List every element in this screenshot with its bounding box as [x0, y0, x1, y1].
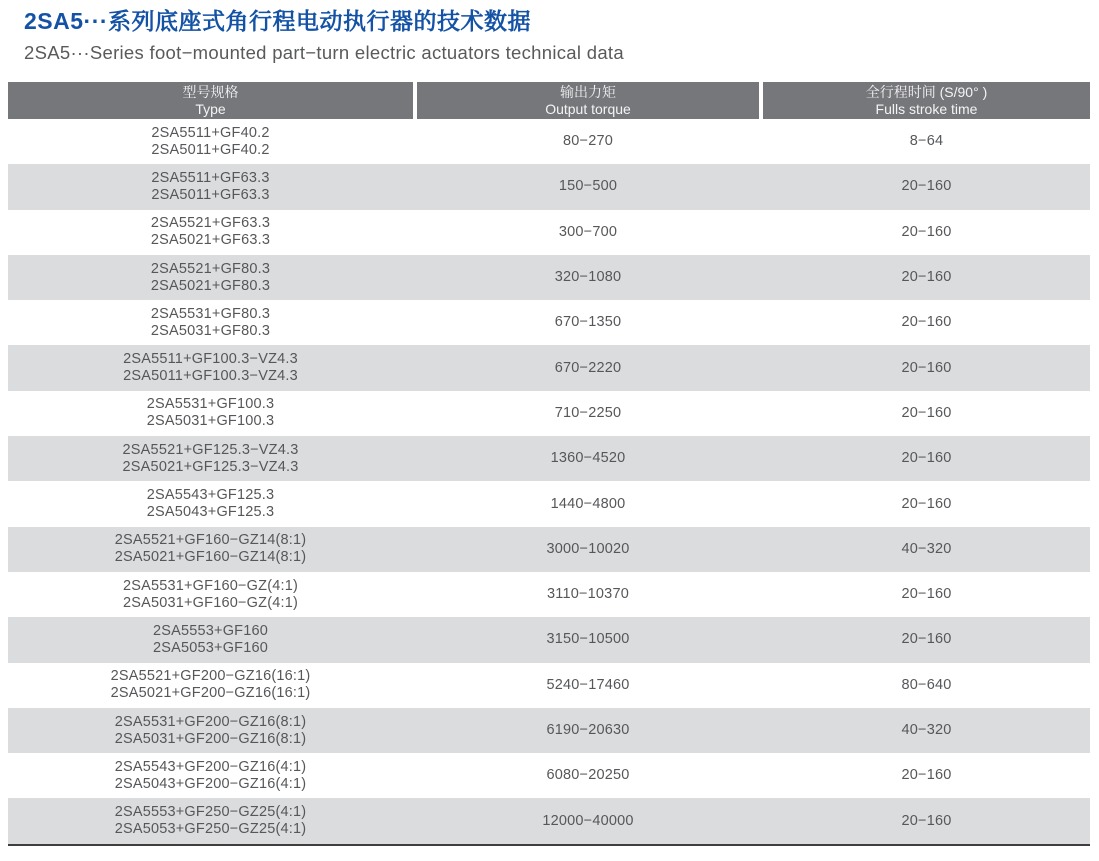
type-cell — [8, 481, 413, 526]
type-cell — [8, 708, 413, 753]
stroke-time-cell: 8−64 — [909, 133, 944, 150]
type-cell — [8, 753, 413, 798]
type-line: 2SA5543+GF125.3 — [146, 487, 275, 504]
stroke-time-cell: 20−160 — [901, 223, 952, 240]
type-line: 2SA5021+GF200−GZ16(16:1) — [110, 685, 311, 702]
header-stroke-en: Fulls stroke time — [875, 100, 978, 117]
table-row — [8, 164, 1090, 209]
torque-cell: 150−500 — [558, 178, 618, 195]
type-line: 2SA5553+GF250−GZ25(4:1) — [114, 804, 307, 821]
header-cell-stroke-time — [763, 82, 1090, 119]
type-line: 2SA5043+GF125.3 — [146, 504, 275, 521]
torque-cell: 6190−20630 — [546, 722, 630, 738]
type-cell — [8, 345, 413, 390]
type-line: 2SA5521+GF160−GZ14(8:1) — [114, 532, 307, 549]
type-line: 2SA5531+GF200−GZ16(8:1) — [114, 713, 307, 730]
type-line: 2SA5011+GF63.3 — [151, 186, 270, 203]
type-cell — [8, 119, 413, 164]
torque-cell: 670−2220 — [554, 359, 622, 376]
table-row — [8, 527, 1090, 572]
torque-cell: 710−2250 — [554, 404, 622, 421]
type-line: 2SA5511+GF100.3−VZ4.3 — [123, 351, 298, 368]
type-cell — [8, 300, 413, 345]
type-cell — [8, 255, 413, 300]
stroke-time-cell: 20−160 — [901, 178, 952, 195]
type-line: 2SA5521+GF63.3 — [150, 215, 271, 232]
type-cell — [8, 391, 413, 436]
type-cell — [8, 436, 413, 481]
type-line: 2SA5521+GF125.3−VZ4.3 — [122, 441, 299, 458]
stroke-time-cell: 20−160 — [901, 631, 952, 648]
stroke-time-cell: 20−160 — [901, 767, 952, 784]
type-line: 2SA5021+GF63.3 — [150, 232, 271, 249]
type-cell — [8, 164, 413, 209]
stroke-time-cell: 20−160 — [901, 495, 952, 512]
table-row — [8, 210, 1090, 255]
type-cell — [8, 210, 413, 255]
type-line: 2SA5521+GF80.3 — [150, 260, 271, 277]
type-line: 2SA5521+GF200−GZ16(16:1) — [110, 668, 311, 685]
table-row — [8, 798, 1090, 843]
stroke-time-cell: 80−640 — [901, 676, 952, 693]
type-cell — [8, 617, 413, 662]
torque-cell: 670−1350 — [554, 314, 622, 331]
table-row — [8, 391, 1090, 436]
type-line: 2SA5031+GF80.3 — [150, 322, 271, 339]
type-line: 2SA5011+GF40.2 — [151, 141, 270, 158]
header-type-zh: 型号规格 — [182, 83, 239, 100]
table-row — [8, 617, 1090, 662]
type-cell — [8, 663, 413, 708]
type-line: 2SA5531+GF100.3 — [146, 396, 275, 413]
type-line: 2SA5031+GF200−GZ16(8:1) — [114, 730, 307, 747]
table-row — [8, 300, 1090, 345]
stroke-time-cell: 20−160 — [901, 314, 952, 331]
stroke-time-cell: 20−160 — [901, 269, 952, 286]
torque-cell: 320−1080 — [554, 269, 622, 286]
stroke-time-cell: 40−320 — [901, 722, 952, 738]
torque-cell: 6080−20250 — [546, 767, 630, 784]
torque-cell: 5240−17460 — [546, 676, 630, 693]
stroke-time-cell: 20−160 — [901, 812, 952, 829]
type-cell — [8, 572, 413, 617]
stroke-time-cell: 20−160 — [901, 586, 952, 603]
torque-cell: 12000−40000 — [542, 812, 634, 829]
type-line: 2SA5021+GF80.3 — [150, 277, 271, 294]
datasheet-page — [0, 7, 1099, 861]
type-line: 2SA5553+GF160 — [152, 622, 269, 639]
page-title: 2SA5···系列底座式角行程电动执行器的技术数据 — [24, 8, 532, 34]
table-row — [8, 708, 1090, 753]
torque-cell: 3110−10370 — [547, 586, 629, 603]
table-header-row — [8, 82, 1090, 119]
type-line: 2SA5021+GF160−GZ14(8:1) — [114, 549, 307, 566]
table-row — [8, 481, 1090, 526]
type-line: 2SA5511+GF63.3 — [151, 169, 270, 186]
type-line: 2SA5043+GF200−GZ16(4:1) — [114, 775, 307, 792]
table-row — [8, 753, 1090, 798]
table-row — [8, 345, 1090, 390]
table-row — [8, 119, 1090, 164]
torque-cell: 1360−4520 — [550, 450, 626, 467]
type-line: 2SA5011+GF100.3−VZ4.3 — [123, 368, 298, 385]
stroke-time-cell: 20−160 — [901, 450, 952, 467]
type-line: 2SA5053+GF250−GZ25(4:1) — [114, 821, 307, 838]
header-type-en: Type — [195, 100, 226, 117]
table-row — [8, 572, 1090, 617]
type-line: 2SA5031+GF160−GZ(4:1) — [122, 594, 299, 611]
stroke-time-cell: 20−160 — [901, 404, 952, 421]
type-cell — [8, 527, 413, 572]
type-line: 2SA5531+GF160−GZ(4:1) — [122, 577, 299, 594]
table-row — [8, 663, 1090, 708]
header-torque-en: Output torque — [545, 100, 631, 117]
page-subtitle: 2SA5···Series foot−mounted part−turn electric actuators technical data — [24, 42, 624, 63]
table-row — [8, 255, 1090, 300]
torque-cell: 80−270 — [563, 133, 613, 150]
torque-cell: 3000−10020 — [546, 540, 630, 557]
type-cell — [8, 798, 413, 843]
stroke-time-cell: 40−320 — [901, 540, 952, 557]
header-cell-output-torque — [417, 82, 759, 119]
type-line: 2SA5021+GF125.3−VZ4.3 — [122, 458, 299, 475]
type-line: 2SA5031+GF100.3 — [146, 413, 275, 430]
technical-data-table — [8, 82, 1090, 846]
header-stroke-zh: 全行程时间 (S/90° ) — [865, 83, 988, 100]
torque-cell: 3150−10500 — [546, 631, 630, 648]
stroke-time-cell: 20−160 — [901, 359, 952, 376]
torque-cell: 1440−4800 — [550, 495, 626, 512]
header-torque-zh: 输出力矩 — [560, 83, 616, 100]
torque-cell: 300−700 — [558, 223, 618, 240]
type-line: 2SA5053+GF160 — [152, 639, 269, 656]
table-row — [8, 436, 1090, 481]
type-line: 2SA5531+GF80.3 — [150, 305, 271, 322]
header-cell-type — [8, 82, 413, 119]
type-line: 2SA5543+GF200−GZ16(4:1) — [114, 758, 307, 775]
table-body — [8, 119, 1090, 846]
type-line: 2SA5511+GF40.2 — [151, 124, 270, 141]
